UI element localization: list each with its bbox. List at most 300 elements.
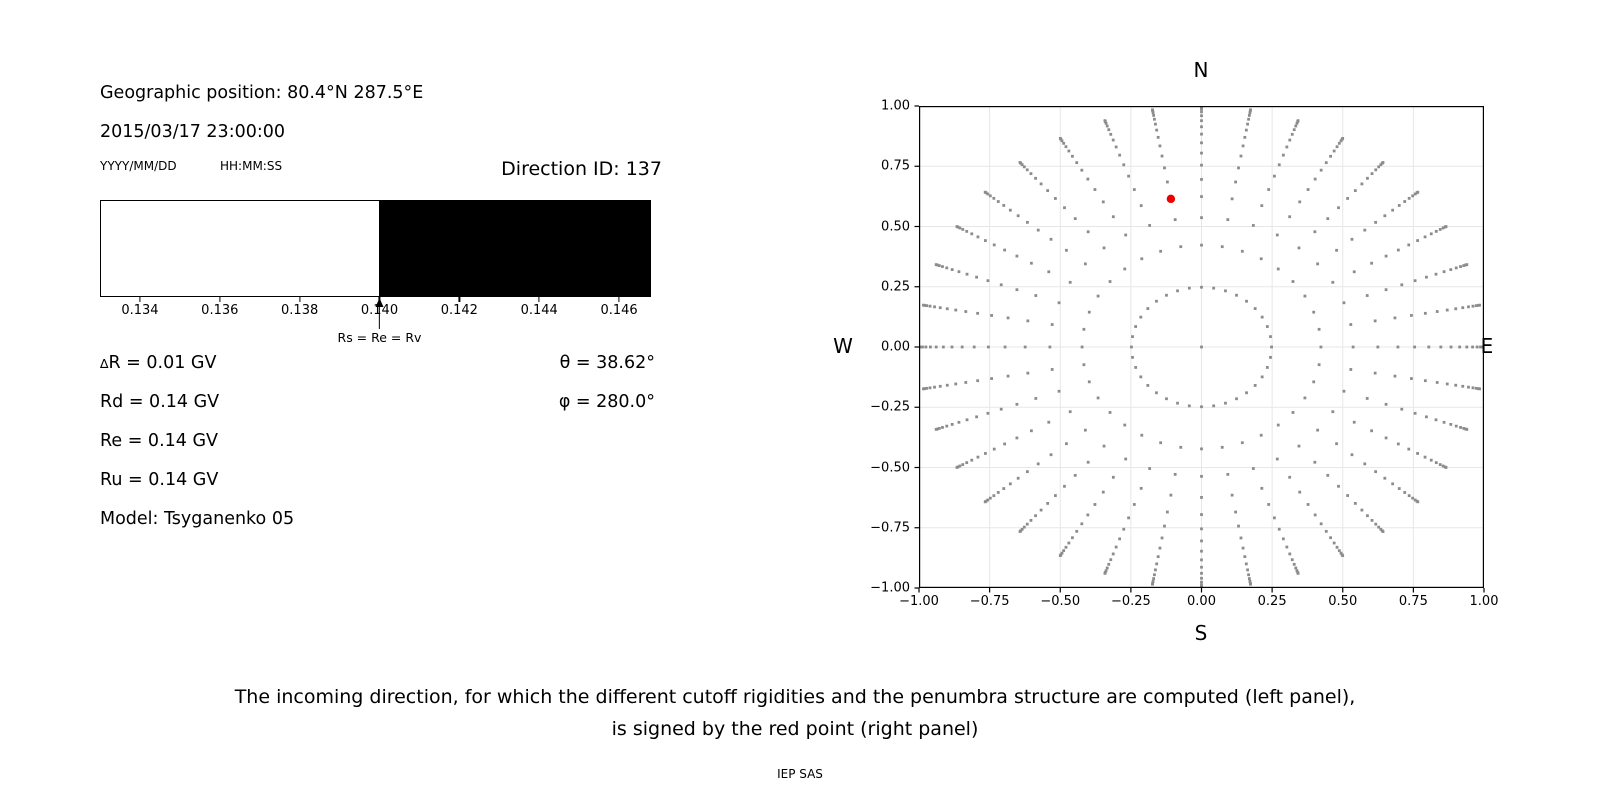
grid-dot <box>1354 189 1357 192</box>
grid-dot <box>935 428 938 431</box>
grid-dot <box>1335 249 1338 252</box>
grid-dot <box>1088 311 1091 314</box>
grid-dot <box>1267 188 1270 191</box>
grid-dot <box>1050 238 1053 241</box>
grid-dot <box>1260 487 1263 490</box>
grid-dot <box>1314 178 1317 181</box>
grid-dot <box>951 423 954 426</box>
grid-dot <box>1335 442 1338 445</box>
grid-dot <box>970 232 973 235</box>
grid-dot <box>1071 536 1074 539</box>
grid-dot <box>1371 519 1374 522</box>
grid-dot <box>977 235 980 238</box>
grid-dot <box>1277 268 1280 271</box>
grid-dot <box>1026 372 1029 375</box>
grid-dot <box>1298 200 1301 203</box>
grid-dot <box>1397 249 1400 252</box>
grid-dot <box>1248 577 1251 580</box>
grid-dot <box>1200 540 1203 543</box>
grid-dot <box>1313 461 1316 464</box>
grid-dot <box>939 385 942 388</box>
grid-dot <box>966 418 969 421</box>
grid-dot <box>1333 542 1336 545</box>
grid-dot <box>1106 567 1109 570</box>
grid-dot <box>1385 437 1388 440</box>
grid-dot <box>1071 155 1074 158</box>
grid-dot <box>924 346 927 349</box>
bar-tick-label: 0.144 <box>520 303 558 318</box>
grid-dot <box>1292 280 1295 283</box>
x-tick-label: 0.50 <box>1328 594 1358 609</box>
compass-label-north: N <box>1193 58 1209 82</box>
grid-dot <box>1212 287 1215 290</box>
grid-dot <box>1200 152 1203 155</box>
grid-dot <box>1349 323 1352 326</box>
grid-dot <box>989 194 992 197</box>
grid-dot <box>1363 462 1366 465</box>
grid-dot <box>984 239 987 242</box>
grid-dot <box>1454 307 1457 310</box>
grid-dot <box>1269 356 1272 359</box>
grid-dot <box>1169 494 1172 497</box>
grid-dot <box>1200 195 1203 198</box>
grid-dot <box>1159 250 1162 253</box>
grid-dot <box>1054 494 1057 497</box>
direction-angle-row: φ = 280.0° <box>558 392 655 412</box>
grid-dot <box>1124 234 1127 237</box>
grid-dot <box>1118 537 1121 540</box>
grid-dot <box>1026 221 1029 224</box>
x-tick-label: 0.25 <box>1257 594 1287 609</box>
grid-dot <box>1397 443 1400 446</box>
grid-dot <box>954 383 957 386</box>
grid-dot <box>1112 553 1115 556</box>
grid-dot <box>1004 346 1007 349</box>
y-tick-label: −0.50 <box>870 460 910 475</box>
grid-dot <box>1058 301 1061 304</box>
grid-dot <box>1366 177 1369 180</box>
grid-dot <box>1346 197 1349 200</box>
grid-dot <box>1104 119 1107 122</box>
penumbra-bar <box>100 200 651 297</box>
grid-dot <box>1346 494 1349 497</box>
direction-plot <box>833 58 1499 645</box>
rigidity-info-row: Re = 0.14 GV <box>100 431 218 451</box>
grid-dot <box>1312 311 1315 314</box>
grid-dot <box>1109 558 1112 561</box>
grid-dot <box>1069 410 1072 413</box>
grid-dot <box>1341 554 1344 557</box>
grid-dot <box>1003 249 1006 252</box>
grid-dot <box>1353 421 1356 424</box>
grid-dot <box>1408 494 1411 497</box>
grid-dot <box>1200 572 1203 575</box>
grid-dot <box>1439 346 1442 349</box>
grid-dot <box>1127 175 1130 178</box>
grid-dot <box>1385 403 1388 406</box>
grid-dot <box>990 314 993 317</box>
grid-dot <box>964 381 967 384</box>
grid-dot <box>1007 375 1010 378</box>
grid-dot <box>1277 424 1280 427</box>
bar-tick-label: 0.142 <box>440 303 478 318</box>
grid-dot <box>1360 509 1363 512</box>
grid-dot <box>1443 270 1446 273</box>
grid-dot <box>1267 503 1270 506</box>
caption-line-1: The incoming direction, for which the different cutoff rigidities and the penumbra structure are computed (left panel), <box>234 686 1356 708</box>
grid-dot <box>1151 583 1154 586</box>
grid-dot <box>1376 346 1379 349</box>
grid-dot <box>1226 218 1229 221</box>
grid-dot <box>1471 346 1474 349</box>
grid-dot <box>1288 476 1291 479</box>
grid-dot <box>1241 441 1244 444</box>
grid-dot <box>1366 397 1369 400</box>
grid-dot <box>929 305 932 308</box>
grid-dot <box>1130 346 1133 349</box>
grid-dot <box>965 230 968 233</box>
grid-dot <box>1273 516 1276 519</box>
grid-dot <box>1439 228 1442 231</box>
grid-dot <box>992 197 995 200</box>
grid-dot <box>1458 346 1461 349</box>
grid-dot <box>1026 168 1029 171</box>
geographic-position-text: Geographic position: 80.4°N 287.5°E <box>100 83 424 103</box>
grid-dot <box>1397 346 1400 349</box>
grid-dot <box>1200 178 1203 181</box>
grid-dot <box>1246 568 1249 571</box>
grid-dot <box>1087 230 1090 233</box>
grid-dot <box>1445 225 1448 228</box>
grid-dot <box>1276 234 1279 237</box>
grid-dot <box>961 346 964 349</box>
grid-dot <box>1139 375 1142 378</box>
grid-dot <box>1007 317 1010 320</box>
grid-dot <box>1080 522 1083 525</box>
grid-dot <box>1320 346 1323 349</box>
grid-dot <box>1026 523 1029 526</box>
grid-dot <box>946 307 949 310</box>
grid-dot <box>1097 397 1100 400</box>
credit-text: IEP SAS <box>777 767 823 781</box>
grid-dot <box>1247 573 1250 576</box>
grid-dot <box>1416 239 1419 242</box>
grid-dot <box>1067 150 1070 153</box>
grid-dot <box>1188 404 1191 407</box>
grid-dot <box>1030 429 1033 432</box>
grid-dot <box>997 491 1000 494</box>
grid-dot <box>1122 528 1125 531</box>
grid-dot <box>1414 412 1417 415</box>
grid-dot <box>1086 178 1089 181</box>
grid-dot <box>1416 500 1419 503</box>
grid-dot <box>1459 426 1462 429</box>
grid-dot <box>1425 276 1428 279</box>
grid-dot <box>1009 482 1012 485</box>
grid-dot <box>1370 262 1373 265</box>
grid-dot <box>1400 408 1403 411</box>
grid-dot <box>975 415 978 418</box>
grid-dot <box>1231 197 1234 200</box>
grid-dot <box>1436 310 1439 313</box>
caption-line-2: is signed by the red point (right panel) <box>611 718 979 740</box>
grid-dot <box>1391 482 1394 485</box>
grid-dot <box>1065 442 1068 445</box>
grid-dot <box>1461 306 1464 309</box>
grid-dot <box>1325 161 1328 164</box>
grid-dot <box>1200 405 1203 408</box>
grid-dot <box>945 267 948 270</box>
grid-dot <box>1269 335 1272 338</box>
grid-dot <box>1307 503 1310 506</box>
grid-dot <box>1298 491 1301 494</box>
grid-dot <box>1430 459 1433 462</box>
grid-dot <box>1294 567 1297 570</box>
grid-dot <box>1411 497 1414 500</box>
grid-dot <box>966 273 969 276</box>
grid-dot <box>1115 146 1118 149</box>
grid-dot <box>1246 123 1249 126</box>
y-tick-label: −0.25 <box>870 399 910 415</box>
grid-dot <box>1291 133 1294 136</box>
delta-symbol: ∆ <box>100 356 109 371</box>
grid-dot <box>1046 502 1049 505</box>
grid-dot <box>1261 375 1264 378</box>
grid-dot <box>958 421 961 424</box>
grid-dot <box>922 387 925 390</box>
grid-dot <box>1273 175 1276 178</box>
grid-dot <box>1413 346 1416 349</box>
x-tick-label: 0.75 <box>1398 594 1428 609</box>
grid-dot <box>1374 470 1377 473</box>
grid-dot <box>946 384 949 387</box>
grid-dot <box>1435 418 1438 421</box>
grid-dot <box>984 452 987 455</box>
grid-dot <box>1221 446 1224 449</box>
grid-dot <box>1163 525 1166 528</box>
grid-dot <box>954 309 957 312</box>
grid-dot <box>1083 363 1086 366</box>
grid-dot <box>1140 257 1143 260</box>
direction-angle-row: θ = 38.62° <box>559 353 655 373</box>
grid-dot <box>965 461 968 464</box>
grid-dot <box>1337 485 1340 488</box>
grid-dot <box>1040 183 1043 186</box>
bar-tick-label: 0.138 <box>281 303 319 318</box>
grid-dot <box>1240 155 1243 158</box>
bar-tick-mark <box>459 297 460 302</box>
grid-dot <box>1240 537 1243 540</box>
grid-dot <box>1030 519 1033 522</box>
grid-dot <box>1133 503 1136 506</box>
grid-dot <box>1086 514 1089 517</box>
grid-dot <box>977 456 980 459</box>
grid-dot <box>1224 289 1227 292</box>
grid-dot <box>1414 279 1417 282</box>
grid-dot <box>1382 161 1385 164</box>
grid-dot <box>1316 429 1319 432</box>
grid-dot <box>1320 522 1323 525</box>
grid-dot <box>1122 163 1125 166</box>
grid-dot <box>1252 224 1255 227</box>
grid-dot <box>1127 516 1130 519</box>
grid-dot <box>1133 188 1136 191</box>
grid-dot <box>1200 286 1203 289</box>
grid-dot <box>1465 263 1468 266</box>
grid-dot <box>1124 458 1127 461</box>
y-tick-label: −0.75 <box>870 520 910 536</box>
grid-dot <box>1394 317 1397 320</box>
grid-dot <box>1237 167 1240 170</box>
grid-dot <box>1436 381 1439 384</box>
grid-dot <box>1174 218 1177 221</box>
grid-dot <box>1107 128 1110 131</box>
grid-dot <box>1282 154 1285 157</box>
grid-dot <box>1112 215 1115 218</box>
grid-dot <box>958 270 961 273</box>
grid-dot <box>1080 169 1083 172</box>
grid-dot <box>1030 262 1033 265</box>
grid-dot <box>1336 546 1339 549</box>
grid-dot <box>1449 268 1452 271</box>
grid-dot <box>1026 470 1029 473</box>
grid-dot <box>1131 356 1134 359</box>
grid-dot <box>1242 547 1245 550</box>
grid-dot <box>1063 485 1066 488</box>
y-tick-label: 1.00 <box>881 98 910 114</box>
grid-dot <box>1059 137 1062 140</box>
grid-dot <box>1398 204 1401 207</box>
grid-dot <box>1148 224 1151 227</box>
bar-tick-mark <box>139 297 140 302</box>
grid-dot <box>1298 247 1301 250</box>
grid-dot <box>1234 181 1237 184</box>
grid-dot <box>1400 283 1403 286</box>
grid-dot <box>1050 453 1053 456</box>
grid-dot <box>1374 319 1377 322</box>
grid-dot <box>929 346 932 349</box>
grid-dot <box>1200 141 1203 144</box>
grid-dot <box>1109 280 1112 283</box>
grid-dot <box>1394 375 1397 378</box>
grid-dot <box>984 500 987 503</box>
grid-dot <box>1161 537 1164 540</box>
tick-marks <box>915 106 1485 593</box>
grid-dot <box>1109 133 1112 136</box>
grid-dot <box>1157 136 1160 139</box>
grid-dot <box>1407 448 1410 451</box>
grid-dot <box>1084 262 1087 265</box>
grid-dot <box>941 265 944 268</box>
grid-dot <box>1051 323 1054 326</box>
grid-dot <box>1478 387 1481 390</box>
grid-dot <box>1243 136 1246 139</box>
grid-dot <box>1019 530 1022 533</box>
grid-dot <box>1455 425 1458 428</box>
x-tick-label: −1.00 <box>899 594 939 609</box>
grid-dot <box>1017 477 1020 480</box>
grid-dot <box>1200 513 1203 516</box>
grid-dot <box>1037 229 1040 232</box>
grid-dot <box>1461 385 1464 388</box>
grid-dot <box>1360 183 1363 186</box>
grid-dot <box>1074 217 1077 220</box>
grid-dot <box>1252 467 1255 470</box>
grid-dot <box>1476 346 1479 349</box>
grid-dot <box>1318 363 1321 366</box>
grid-dot <box>1446 309 1449 312</box>
grid-dot <box>1331 410 1334 413</box>
grid-dot <box>1154 568 1157 571</box>
grid-dot <box>1062 142 1065 145</box>
time-format-label: HH:MM:SS <box>220 159 283 173</box>
grid-dot <box>1140 487 1143 490</box>
grid-dot <box>1146 307 1149 310</box>
grid-dot <box>1343 390 1346 393</box>
grid-dot <box>1163 167 1166 170</box>
grid-dot <box>1231 494 1234 497</box>
grid-dot <box>1000 408 1003 411</box>
cutoff-arrow-label: Rs = Re = Rv <box>337 330 422 345</box>
grid-dot <box>1009 209 1012 212</box>
grid-dot <box>1314 514 1317 517</box>
datetime-text: 2015/03/17 23:00:00 <box>100 122 286 142</box>
grid-dot <box>1472 386 1475 389</box>
grid-dot <box>1249 583 1252 586</box>
grid-dot <box>1140 204 1143 207</box>
grid-dot <box>929 386 932 389</box>
grid-dot <box>1088 380 1091 383</box>
grid-dot <box>922 304 925 307</box>
grid-dot <box>1083 328 1086 331</box>
grid-dot <box>1318 328 1321 331</box>
grid-dot <box>1316 262 1319 265</box>
grid-dot <box>993 244 996 247</box>
x-tick-label: −0.25 <box>1110 594 1151 609</box>
y-tick-label: 0.50 <box>881 219 910 234</box>
grid-dot <box>1037 462 1040 465</box>
grid-dot <box>1285 546 1288 549</box>
grid-dot <box>1247 118 1250 121</box>
grid-dot <box>1435 461 1438 464</box>
grid-dot <box>1159 145 1162 148</box>
grid-dot <box>1097 295 1100 298</box>
grid-dot <box>1338 142 1341 145</box>
compass-label-west: W <box>833 334 853 358</box>
grid-dot <box>1148 467 1151 470</box>
grid-dot <box>1304 295 1307 298</box>
grid-dot <box>1245 562 1248 565</box>
grid-dot <box>1478 304 1481 307</box>
grid-dot <box>1385 288 1388 291</box>
grid-dot <box>1427 346 1430 349</box>
rigidity-info-row: Ru = 0.14 GV <box>100 470 219 490</box>
grid-dot <box>1465 428 1468 431</box>
grid-dot <box>1153 118 1156 121</box>
grid-dot <box>1176 289 1179 292</box>
grid-dot <box>1245 300 1248 303</box>
grid-dot <box>1326 217 1329 220</box>
grid-dot <box>1112 476 1115 479</box>
grid-dot <box>1157 555 1160 558</box>
grid-dot <box>1297 119 1300 122</box>
grid-dot <box>1329 155 1332 158</box>
grid-dot <box>1200 577 1203 580</box>
grid-dot <box>1058 390 1061 393</box>
grid-dot <box>964 310 967 313</box>
grid-dot <box>1343 301 1346 304</box>
grid-dot <box>1449 423 1452 426</box>
